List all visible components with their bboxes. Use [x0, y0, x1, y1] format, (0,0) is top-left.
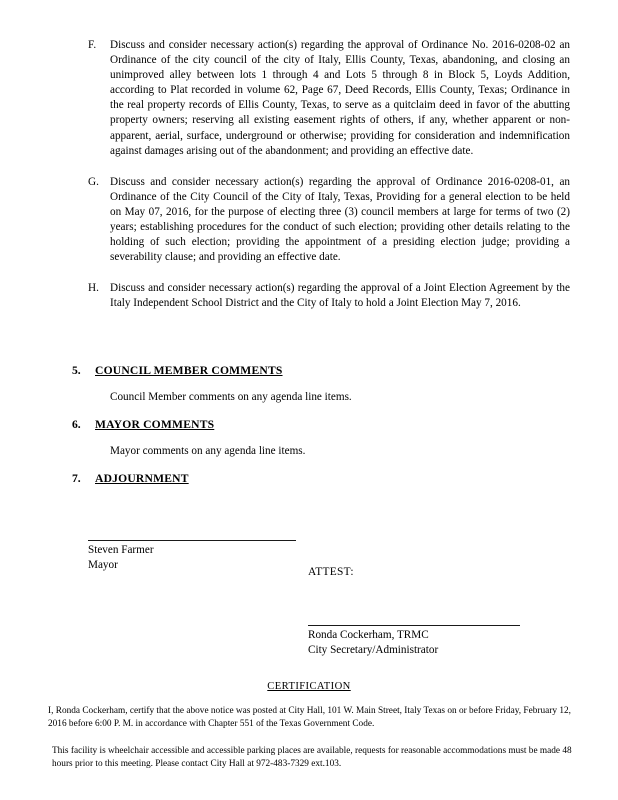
section-adjournment — [72, 471, 572, 486]
section-title: MAYOR COMMENTS — [95, 418, 215, 431]
certification-heading-text: CERTIFICATION — [267, 681, 351, 692]
section-number: 7. — [72, 472, 81, 485]
certification-body: I, Ronda Cockerham, certify that the above notice was posted at City Hall, 101 W. Main Street, Italy Texas on or before Friday, February 12, 2016 before 6:00 P. M. in accordance with Chapter 551 of the Texas Government Code. — [48, 706, 571, 730]
secretary-signature-line — [308, 625, 520, 626]
section-number: 5. — [72, 364, 81, 377]
section-body: Mayor comments on any agenda line items. — [110, 445, 306, 457]
agenda-item-f — [88, 38, 570, 159]
agenda-item-h — [88, 281, 570, 311]
agenda-item-text: Discuss and consider necessary action(s) regarding the approval of Ordinance 2016-0208-01, an Ordinance of the City Council of the City of Italy, Texas, Providing for a general election to be held on May 07, 2016, for the purpose of electing three (3) council members at large for terms of two (2) years; establishing procedures for the conduct of such election; providing other details relating to the holding of such election; providing the appointment of a presiding election judge; providing a severability clause; and providing an effective date. — [110, 175, 570, 264]
agenda-item-letter: G. — [88, 175, 99, 188]
accessibility-notice: This facility is wheelchair accessible and accessible parking places are available, requests for reasonable accommodations must be made 48 hours prior to this meeting. Please contact City Hall at 972-483-7329 ext.103. — [52, 746, 572, 770]
mayor-signature-block — [88, 540, 296, 572]
agenda-lettered-list — [88, 38, 570, 312]
section-mayor-comments — [72, 417, 572, 459]
section-heading-row — [72, 417, 572, 432]
attest-label: ATTEST: — [308, 566, 354, 578]
mayor-title: Mayor — [88, 558, 118, 571]
section-heading-row — [72, 471, 572, 486]
secretary-name: Ronda Cockerham, TRMC — [308, 629, 429, 641]
agenda-item-text: Discuss and consider necessary action(s) regarding the approval of a Joint Election Agreement by the Italy Independent School District and the City of Italy to hold a Joint Election May 7, 2016. — [110, 282, 570, 310]
agenda-item-letter: F. — [88, 39, 97, 51]
section-number: 6. — [72, 418, 81, 431]
agenda-item-letter: H. — [88, 282, 99, 295]
section-title: ADJOURNMENT — [95, 472, 189, 485]
section-title: COUNCIL MEMBER COMMENTS — [95, 364, 283, 377]
section-body: Council Member comments on any agenda line items. — [110, 391, 352, 403]
section-heading-row — [72, 363, 572, 378]
mayor-signature-line — [88, 540, 296, 541]
secretary-title: City Secretary/Administrator — [308, 643, 439, 656]
agenda-item-g — [88, 175, 570, 266]
secretary-signature-block — [308, 625, 520, 657]
section-council-member-comments — [72, 363, 572, 405]
certification-heading — [0, 681, 618, 692]
agenda-item-text: Discuss and consider necessary action(s) regarding the approval of Ordinance No. 2016-0208-02 an Ordinance of the city council of the city of Italy, Ellis County, Texas, abandoning, and closing an unimproved alley between lots 1 through 4 and Lots 5 through 8 in Block 5, Loyds Addition, according to Plat recorded in volume 62, Page 67, Deed Records, Ellis County, Texas; Ordinance in the real property records of Ellis County, Texas, to serve as a quitclaim deed in favor of the abutting property owners; reserving all existing easement rights of others, if any, whether apparent or non-apparent, aerial, surface, underground or otherwise; providing for consideration and indemnification against damages arising out of the abandonment; and providing an effective date. — [110, 39, 570, 157]
mayor-name: Steven Farmer — [88, 544, 154, 556]
